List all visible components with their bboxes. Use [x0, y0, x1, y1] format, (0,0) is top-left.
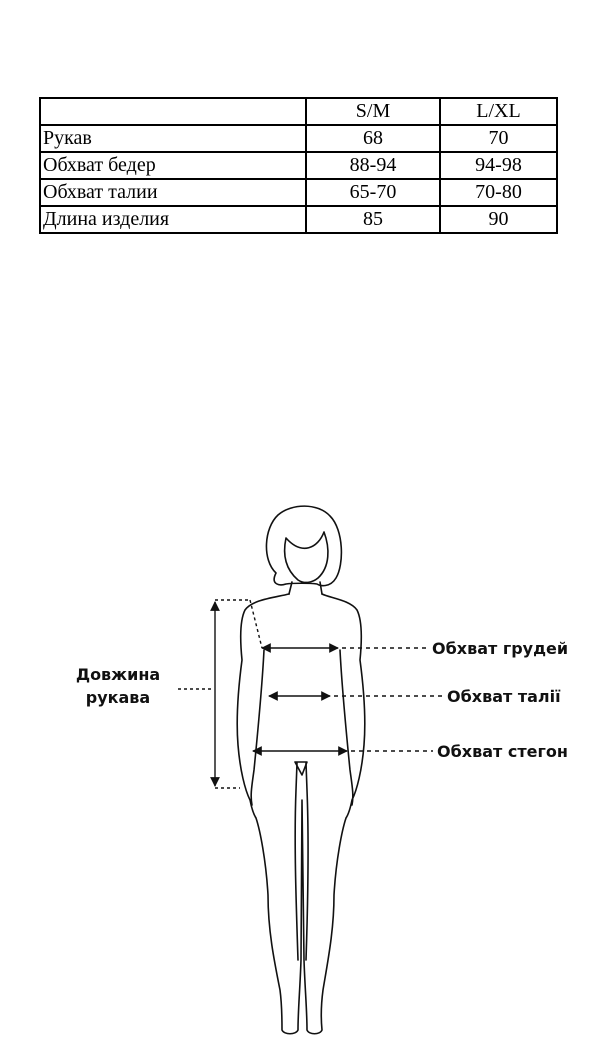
- row-value-sm: 88-94: [306, 152, 440, 179]
- row-value-lxl: 70: [440, 125, 557, 152]
- sleeve-label-line2: рукава: [85, 688, 151, 707]
- waist-label: Обхват талії: [447, 687, 561, 706]
- body-silhouette: [237, 506, 365, 1034]
- table-header-row: [40, 98, 557, 125]
- table-header-empty: [40, 98, 306, 125]
- row-value-sm: 68: [306, 125, 440, 152]
- arm-inner-left: [251, 650, 264, 805]
- sleeve-shoulder-dash: [250, 600, 262, 648]
- arm-inner-right: [340, 650, 353, 805]
- row-value-sm: 65-70: [306, 179, 440, 206]
- sleeve-label-line1: Довжина: [75, 665, 161, 684]
- row-label: Обхват талии: [40, 179, 306, 206]
- row-value-sm: 85: [306, 206, 440, 233]
- measurement-figure: [0, 500, 600, 1061]
- body-outline: [237, 594, 365, 1034]
- row-value-lxl: 90: [440, 206, 557, 233]
- hips-label: Обхват стегон: [437, 742, 568, 761]
- table-header-sm: S/M: [306, 98, 440, 125]
- table-row: [40, 152, 557, 179]
- table-row: [40, 125, 557, 152]
- sleeve-length-marker: [178, 600, 262, 788]
- size-table: [39, 97, 558, 234]
- chest-label: Обхват грудей: [432, 639, 569, 658]
- row-label: Длина изделия: [40, 206, 306, 233]
- row-value-lxl: 70-80: [440, 179, 557, 206]
- table-row: [40, 206, 557, 233]
- table-row: [40, 179, 557, 206]
- row-value-lxl: 94-98: [440, 152, 557, 179]
- row-label: Обхват бедер: [40, 152, 306, 179]
- row-label: Рукав: [40, 125, 306, 152]
- table-header-lxl: L/XL: [440, 98, 557, 125]
